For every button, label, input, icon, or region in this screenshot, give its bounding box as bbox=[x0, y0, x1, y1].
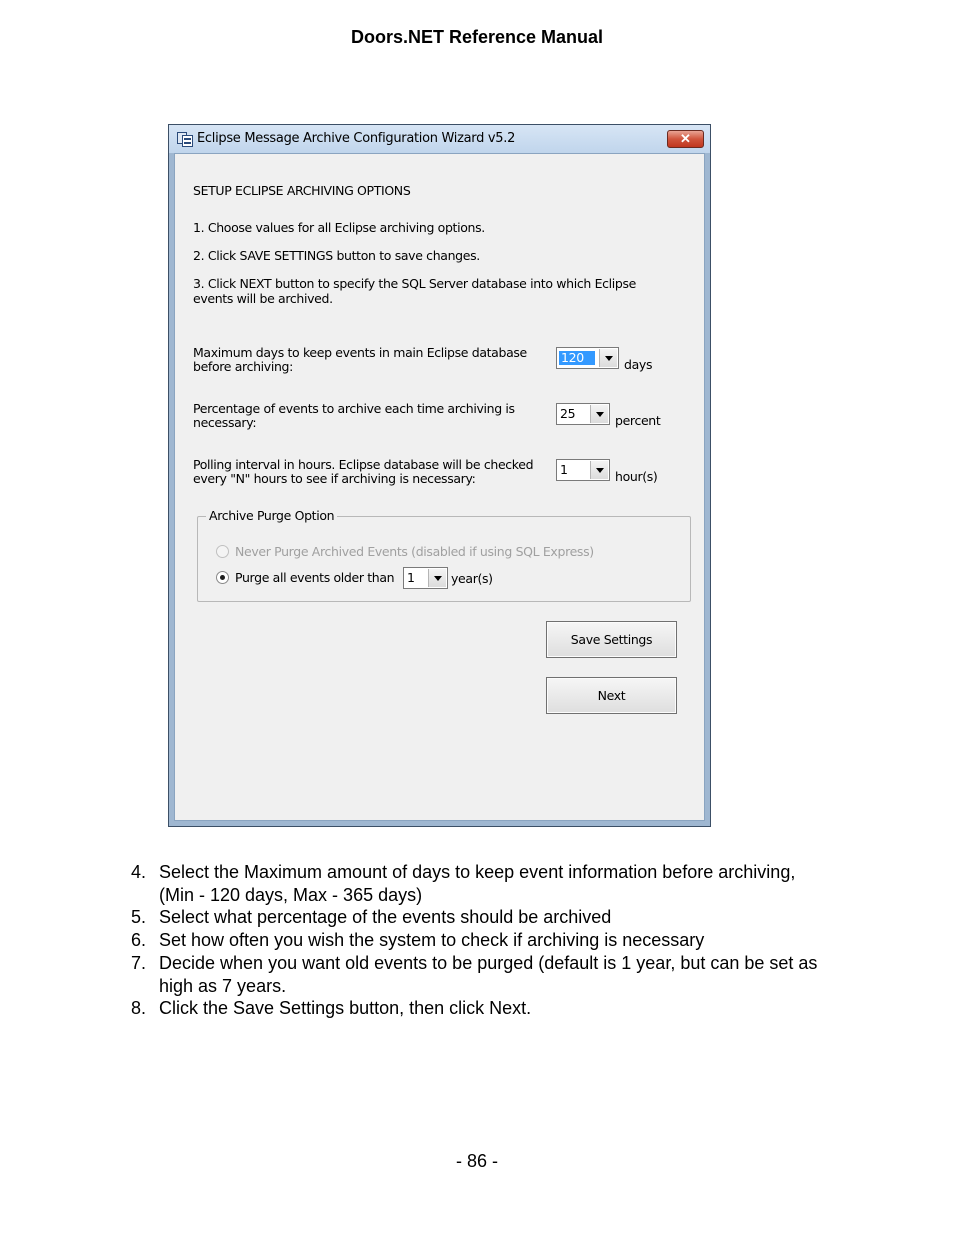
chevron-down-icon[interactable] bbox=[599, 349, 617, 367]
percentage-combo[interactable] bbox=[556, 403, 610, 425]
document-header: Doors.NET Reference Manual bbox=[350, 27, 604, 47]
never-purge-radio[interactable] bbox=[216, 545, 229, 558]
step-text: Click the Save Settings button, then click Next. bbox=[159, 998, 532, 1019]
polling-combo[interactable] bbox=[556, 459, 610, 481]
list-item bbox=[131, 906, 851, 929]
archive-purge-group-label: Archive Purge Option bbox=[206, 508, 337, 524]
percentage-unit: percent bbox=[615, 413, 661, 428]
chevron-down-icon[interactable] bbox=[590, 461, 608, 479]
archive-purge-group bbox=[197, 508, 691, 602]
step-number: 6. bbox=[131, 930, 147, 951]
list-item bbox=[131, 929, 851, 952]
max-days-value: 120 bbox=[559, 351, 595, 365]
instruction-3: 3. Click NEXT button to specify the SQL Server database into which Eclipse bbox=[193, 276, 636, 291]
next-button[interactable]: Next bbox=[546, 677, 677, 714]
list-item bbox=[131, 997, 851, 1020]
save-settings-button[interactable]: Save Settings bbox=[546, 621, 677, 658]
step-text: Select the Maximum amount of days to keep event information before archiving, bbox=[159, 862, 796, 882]
step-number: 8. bbox=[131, 998, 147, 1019]
percentage-label-continued: necessary: bbox=[193, 415, 257, 430]
purge-older-radio[interactable] bbox=[216, 571, 229, 584]
setup-heading: SETUP ECLIPSE ARCHIVING OPTIONS bbox=[193, 183, 411, 198]
instruction-2: 2. Click SAVE SETTINGS button to save changes. bbox=[193, 248, 480, 263]
max-days-label: Maximum days to keep events in main Eclipse database bbox=[193, 345, 527, 360]
polling-value: 1 bbox=[560, 462, 568, 477]
step-text-continued: high as 7 years. bbox=[159, 975, 287, 996]
chevron-down-icon[interactable] bbox=[590, 405, 608, 423]
step-number: 5. bbox=[131, 907, 147, 928]
never-purge-label: Never Purge Archived Events (disabled if using SQL Express) bbox=[235, 544, 594, 559]
max-days-label-continued: before archiving: bbox=[193, 359, 293, 374]
title-bar[interactable] bbox=[169, 125, 710, 153]
purge-years-value: 1 bbox=[407, 570, 415, 585]
close-button[interactable] bbox=[667, 130, 704, 148]
instruction-1: 1. Choose values for all Eclipse archiving options. bbox=[193, 220, 485, 235]
close-icon: ✕ bbox=[680, 131, 691, 146]
polling-label: Polling interval in hours. Eclipse database will be checked bbox=[193, 457, 534, 472]
percentage-value: 25 bbox=[560, 406, 576, 421]
list-item bbox=[131, 861, 851, 906]
max-days-unit: days bbox=[624, 357, 653, 372]
wizard-window bbox=[168, 124, 711, 827]
page-number: - 86 - bbox=[455, 1151, 498, 1171]
step-text-continued: (Min - 120 days, Max - 365 days) bbox=[159, 884, 423, 905]
polling-unit: hour(s) bbox=[615, 469, 658, 484]
percentage-label: Percentage of events to archive each time archiving is bbox=[193, 401, 515, 416]
list-item bbox=[131, 952, 851, 997]
polling-label-continued: every "N" hours to see if archiving is necessary: bbox=[193, 471, 476, 486]
step-number: 7. bbox=[131, 952, 147, 973]
window-title: Eclipse Message Archive Configuration Wizard v5.2 bbox=[197, 131, 516, 146]
step-text: Set how often you wish the system to check if archiving is necessary bbox=[159, 930, 705, 951]
instruction-3-continued: events will be archived. bbox=[193, 291, 333, 306]
chevron-down-icon[interactable] bbox=[428, 569, 446, 587]
step-number: 4. bbox=[131, 862, 147, 882]
step-text: Select what percentage of the events should be archived bbox=[159, 907, 612, 928]
instruction-steps bbox=[131, 861, 851, 1020]
step-text: Decide when you want old events to be purged (default is 1 year, but can be set as bbox=[159, 952, 818, 973]
purge-years-unit: year(s) bbox=[451, 571, 493, 586]
purge-older-label: Purge all events older than bbox=[235, 570, 395, 585]
wizard-client-area bbox=[174, 153, 705, 821]
purge-years-combo[interactable] bbox=[403, 567, 448, 589]
app-icon bbox=[177, 132, 193, 147]
max-days-combo[interactable] bbox=[556, 347, 619, 369]
